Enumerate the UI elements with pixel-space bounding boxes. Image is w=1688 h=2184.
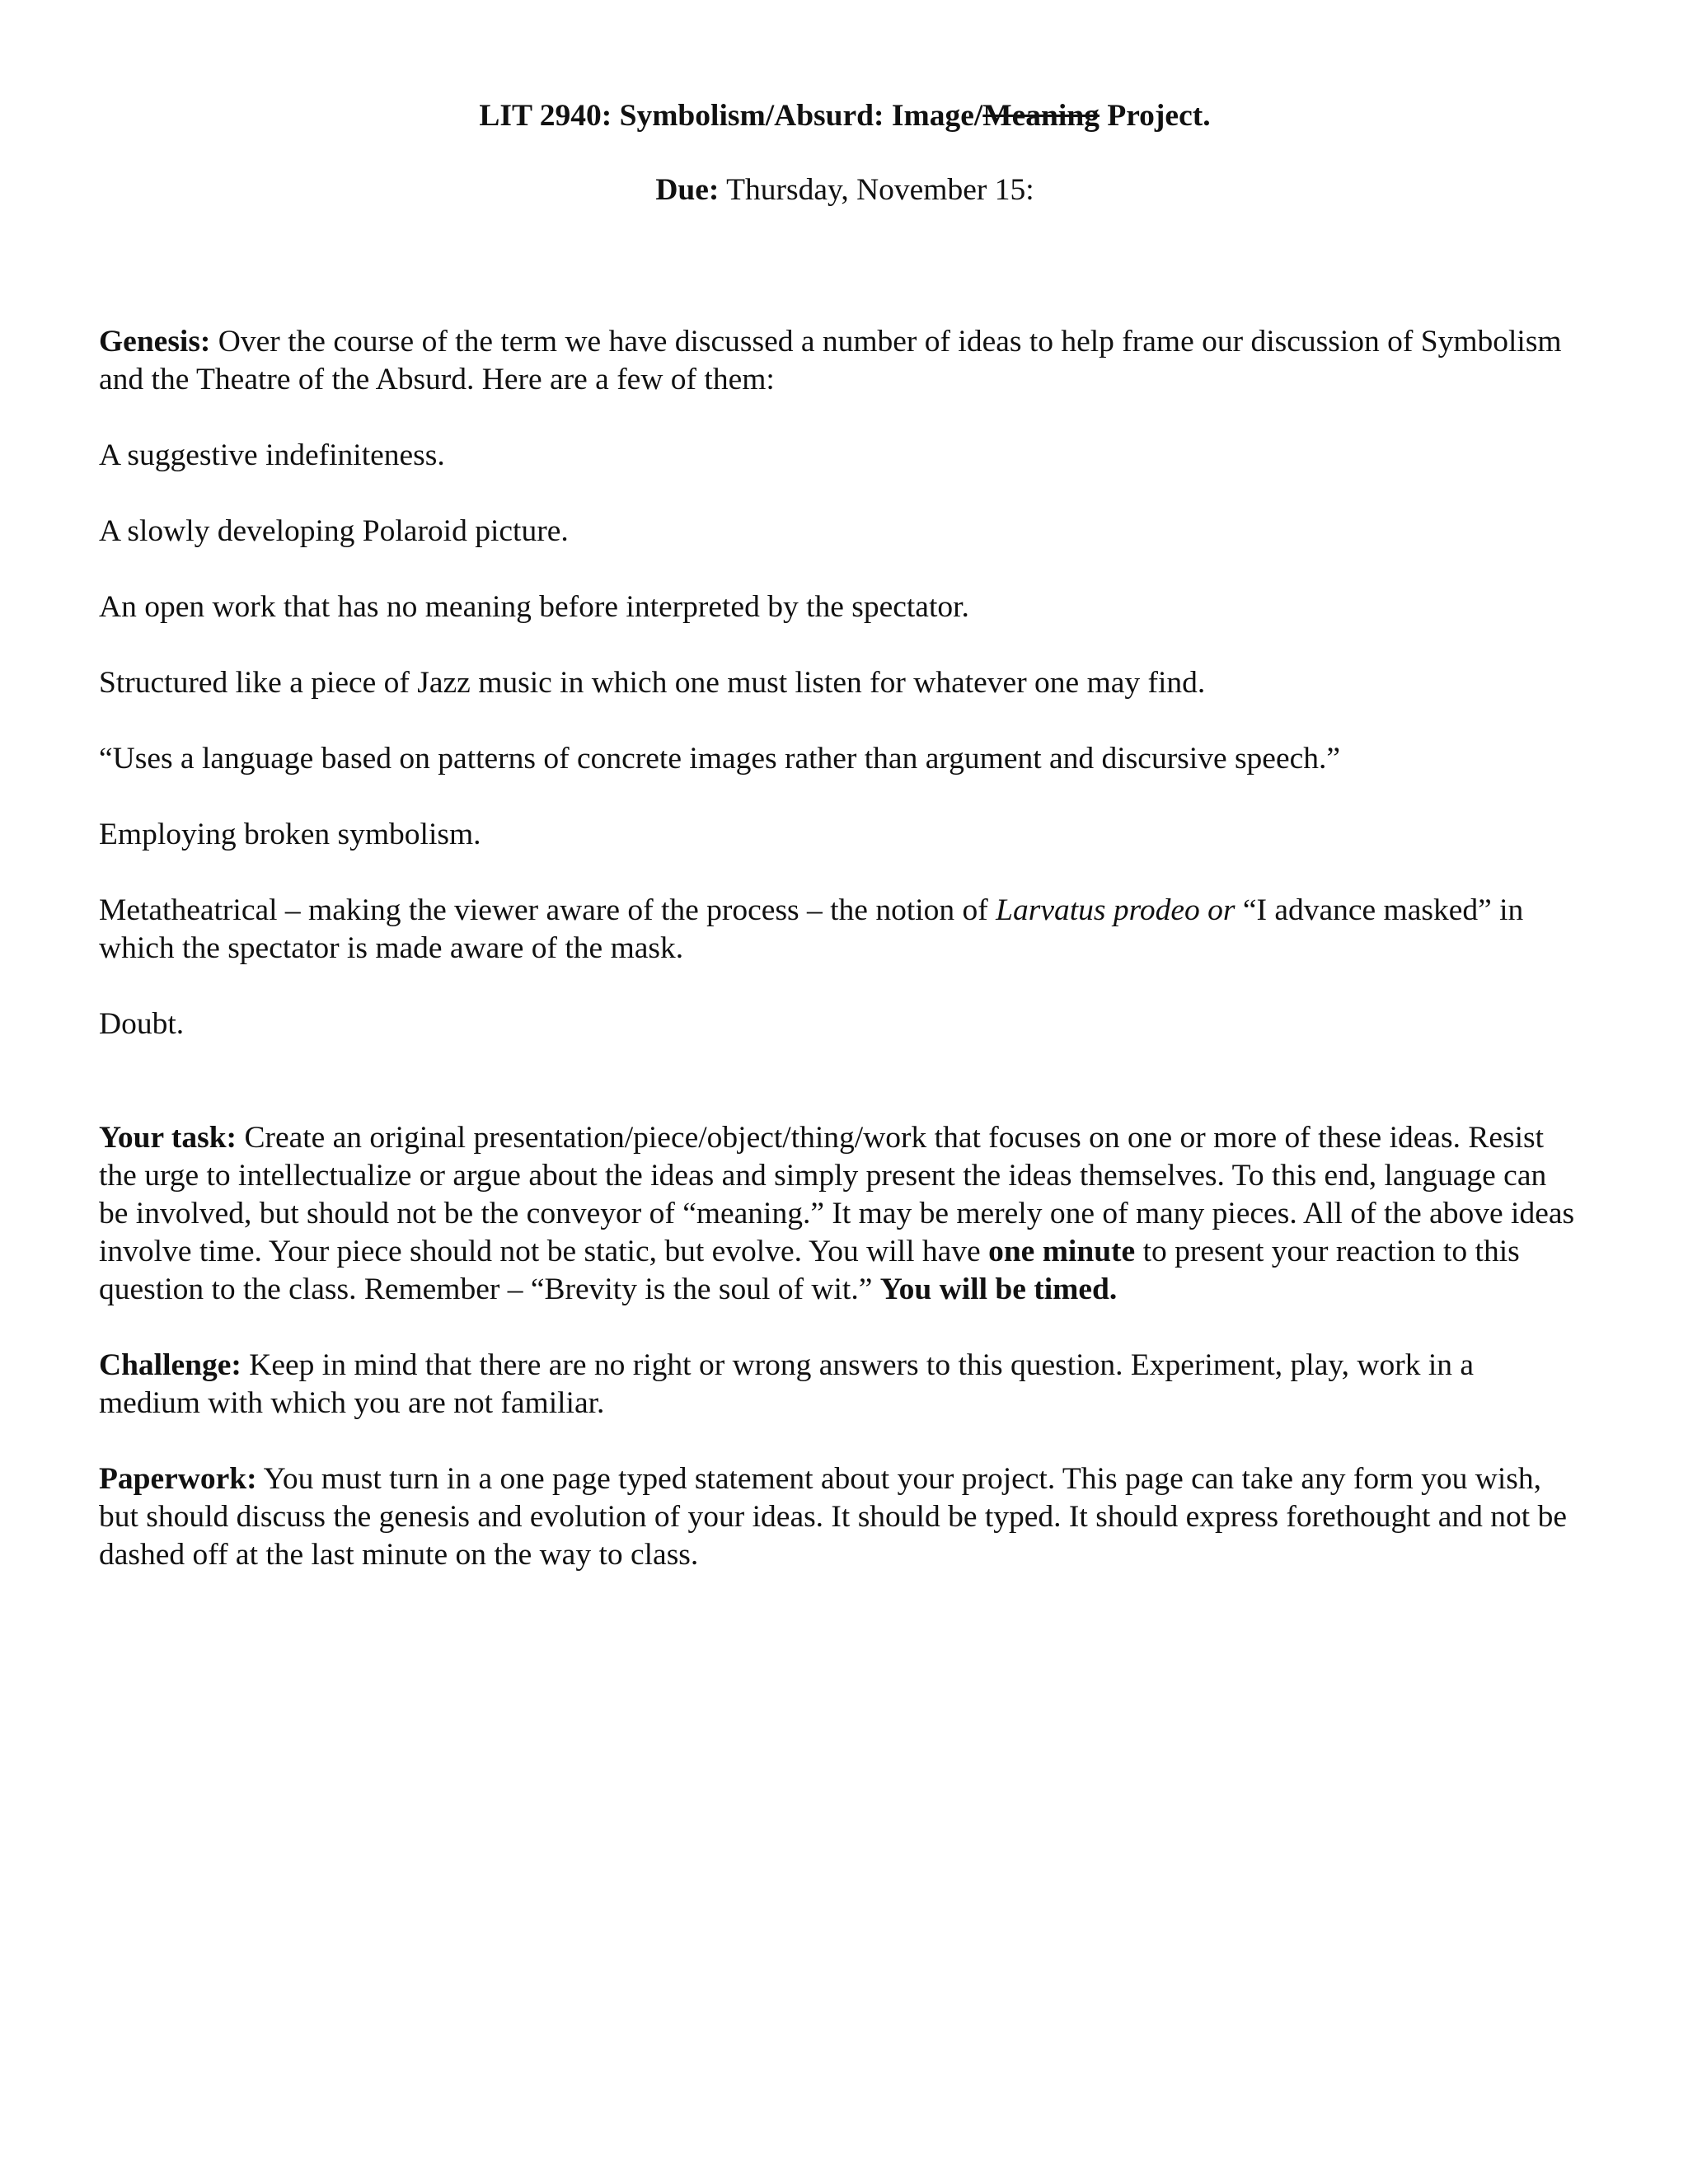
metatheatrical-italic: Larvatus prodeo or: [996, 893, 1236, 927]
paperwork-paragraph: [99, 1460, 1582, 1574]
genesis-paragraph: [99, 323, 1582, 399]
task-paragraph: [99, 1119, 1582, 1309]
task-label: Your task:: [99, 1121, 237, 1155]
metatheatrical-text: Metatheatrical – making the viewer aware of the process – the notion of: [99, 893, 996, 927]
paperwork-label: Paperwork:: [99, 1462, 257, 1496]
task-text-end: to present your reaction to this question to the class. Remember – “Brevity is the soul of wit.”: [99, 1235, 1520, 1306]
idea-item: “Uses a language based on patterns of concrete images rather than argument and discursive speech.”: [99, 742, 1341, 776]
title-struck-word: Meaning: [982, 99, 1100, 133]
challenge-paragraph: [99, 1347, 1582, 1422]
task-bold-timed: You will be timed.: [879, 1272, 1118, 1306]
doubt-item: Doubt.: [99, 1007, 185, 1041]
idea-item: A slowly developing Polaroid picture.: [99, 514, 569, 548]
task-bold-one-minute: one minute: [988, 1235, 1136, 1268]
page-title: [99, 97, 1591, 135]
due-date-line: [99, 171, 1591, 209]
metatheatrical-paragraph: [99, 892, 1582, 968]
title-suffix: Project.: [1099, 99, 1211, 133]
idea-item: Employing broken symbolism.: [99, 818, 481, 851]
title-text: LIT 2940: Symbolism/Absurd: Image/: [479, 99, 983, 133]
due-label: Due:: [655, 173, 720, 207]
task-text: Create an original presentation/piece/object/thing/work that focuses on one or more of these ideas. Resist the urge to intellectualize or argue about the ideas and simply present the ideas themselves. To this end, language can be involved, but should not be the conveyor of “meaning.” It may be merely one of many pieces. All of the above ideas involve time. Your piece should not be static, but evolve. You will have: [99, 1121, 1575, 1268]
idea-item: Structured like a piece of Jazz music in which one must listen for whatever one may find.: [99, 666, 1206, 700]
idea-item: An open work that has no meaning before interpreted by the spectator.: [99, 590, 969, 624]
challenge-label: Challenge:: [99, 1348, 241, 1382]
genesis-label: Genesis:: [99, 325, 211, 359]
paperwork-text: You must turn in a one page typed statement about your project. This page can take any form you wish, but should discuss the genesis and evolution of your ideas. It should be typed. It should express forethought and not be dashed off at the last minute on the way to class.: [99, 1462, 1567, 1572]
idea-item: A suggestive indefiniteness.: [99, 438, 445, 472]
genesis-text: Over the course of the term we have discussed a number of ideas to help frame our discussion of Symbolism and the Theatre of the Absurd. Here are a few of them:: [99, 325, 1562, 396]
challenge-text: Keep in mind that there are no right or wrong answers to this question. Experiment, play, work in a medium with which you are not familiar.: [99, 1348, 1475, 1420]
metatheatrical-text-end: “I advance masked” in which the spectator is made aware of the mask.: [99, 893, 1524, 965]
due-value: Thursday, November 15:: [719, 173, 1034, 207]
